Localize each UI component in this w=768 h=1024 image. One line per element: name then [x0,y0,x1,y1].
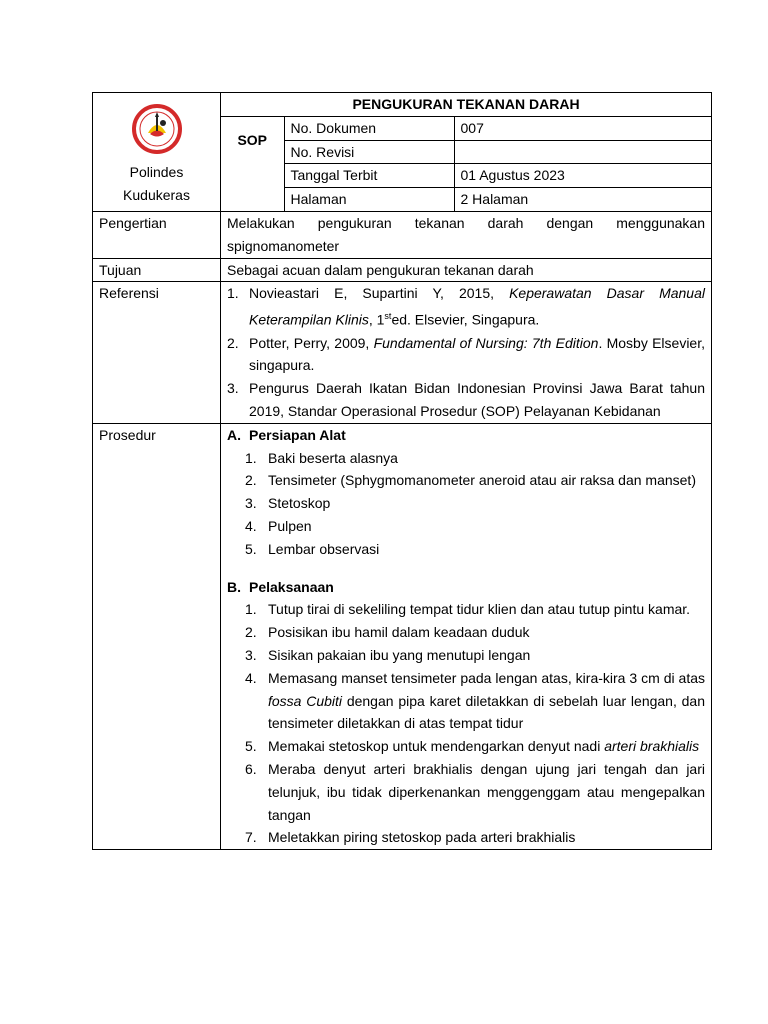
list-item: 1. Baki beserta alasnya [245,449,398,466]
header-info-table [221,93,711,211]
section-b-title: B. Pelaksanaan [227,578,334,595]
list-item: 6. Meraba denyut arteri brakhialis dengan ujung jari tengah dan jari telunjuk, ibu tidak diperkenankan menggenggam atau mengepalkan tangan [245,760,705,823]
list-item: 2. Tensimeter (Sphygmomanometer aneroid atau air raksa dan manset) [245,472,696,489]
reference-item: 3. Pengurus Daerah Ikatan Bidan Indonesian Provinsi Jawa Barat tahun 2019, Standar Operasional Prosedur (SOP) Pelayanan Kebidanan [227,380,705,420]
pengertian-text: Melakukan pengukuran tekanan darah dengan menggunakan spignomanometer [221,211,712,258]
section-a-title: A. Persiapan Alat [227,426,346,443]
prosedur-row [93,423,712,849]
list-item: 2. Posisikan ibu hamil dalam keadaan duduk [245,624,530,641]
document-title: PENGUKURAN TEKANAN DARAH [221,93,711,116]
tujuan-text: Sebagai acuan dalam pengukuran tekanan darah [221,258,712,282]
meta-value-pages: 2 Halaman [454,188,711,211]
list-item: 7. Meletakkan piring stetoskop pada arteri brakhialis [245,829,576,846]
meta-value-revision [454,140,711,164]
tujuan-label: Tujuan [93,258,221,282]
list-item: 3. Stetoskop [245,495,331,512]
section-b-list [227,598,705,849]
sop-label: SOP [221,116,284,211]
meta-label-issue-date: Tanggal Terbit [284,164,454,188]
referensi-content [221,282,712,423]
list-item: 4. Memasang manset tensimeter pada lengan atas, kira-kira 3 cm di atas fossa Cubiti dengan pipa karet diletakkan di sebelah luar lengan, dan tensimeter diletakkan di atas tempat tidur [245,669,705,732]
ikatan-bidan-logo-icon [126,103,188,155]
org-cell [93,93,221,212]
prosedur-content [221,423,712,849]
referensi-label: Referensi [93,282,221,423]
meta-label-revision: No. Revisi [284,140,454,164]
meta-value-doc-no: 007 [454,116,711,140]
reference-list [227,282,705,422]
reference-item: 2. Potter, Perry, 2009, Fundamental of Nursing: 7th Edition. Mosby Elsevier, singapura. [227,334,705,374]
list-item: 3. Sisikan pakaian ibu yang menutupi lengan [245,646,531,663]
tujuan-row [93,258,712,282]
reference-item: 1. Novieastari E, Supartini Y, 2015, Keperawatan Dasar Manual Keterampilan Klinis, 1sted. Elsevier, Singapura. [227,285,705,328]
referensi-row [93,282,712,423]
meta-value-issue-date: 01 Agustus 2023 [454,164,711,188]
pengertian-label: Pengertian [93,211,221,258]
meta-label-pages: Halaman [284,188,454,211]
meta-label-doc-no: No. Dokumen [284,116,454,140]
prosedur-label: Prosedur [93,423,221,849]
list-item: 4. Pulpen [245,518,312,534]
org-name-line1: Polindes [129,164,184,180]
org-name-line2: Kudukeras [123,186,190,203]
list-item: 5. Lembar observasi [245,540,380,557]
pengertian-row [93,211,712,258]
header-info-cell [221,93,712,212]
list-item: 5. Memakai stetoskop untuk mendengarkan denyut nadi arteri brakhialis [245,738,700,755]
section-a-list [227,447,705,561]
header-row [93,93,712,212]
list-item: 1. Tutup tirai di sekeliling tempat tidur klien dan atau tutup pintu kamar. [245,601,691,618]
sop-document-table [92,92,712,850]
